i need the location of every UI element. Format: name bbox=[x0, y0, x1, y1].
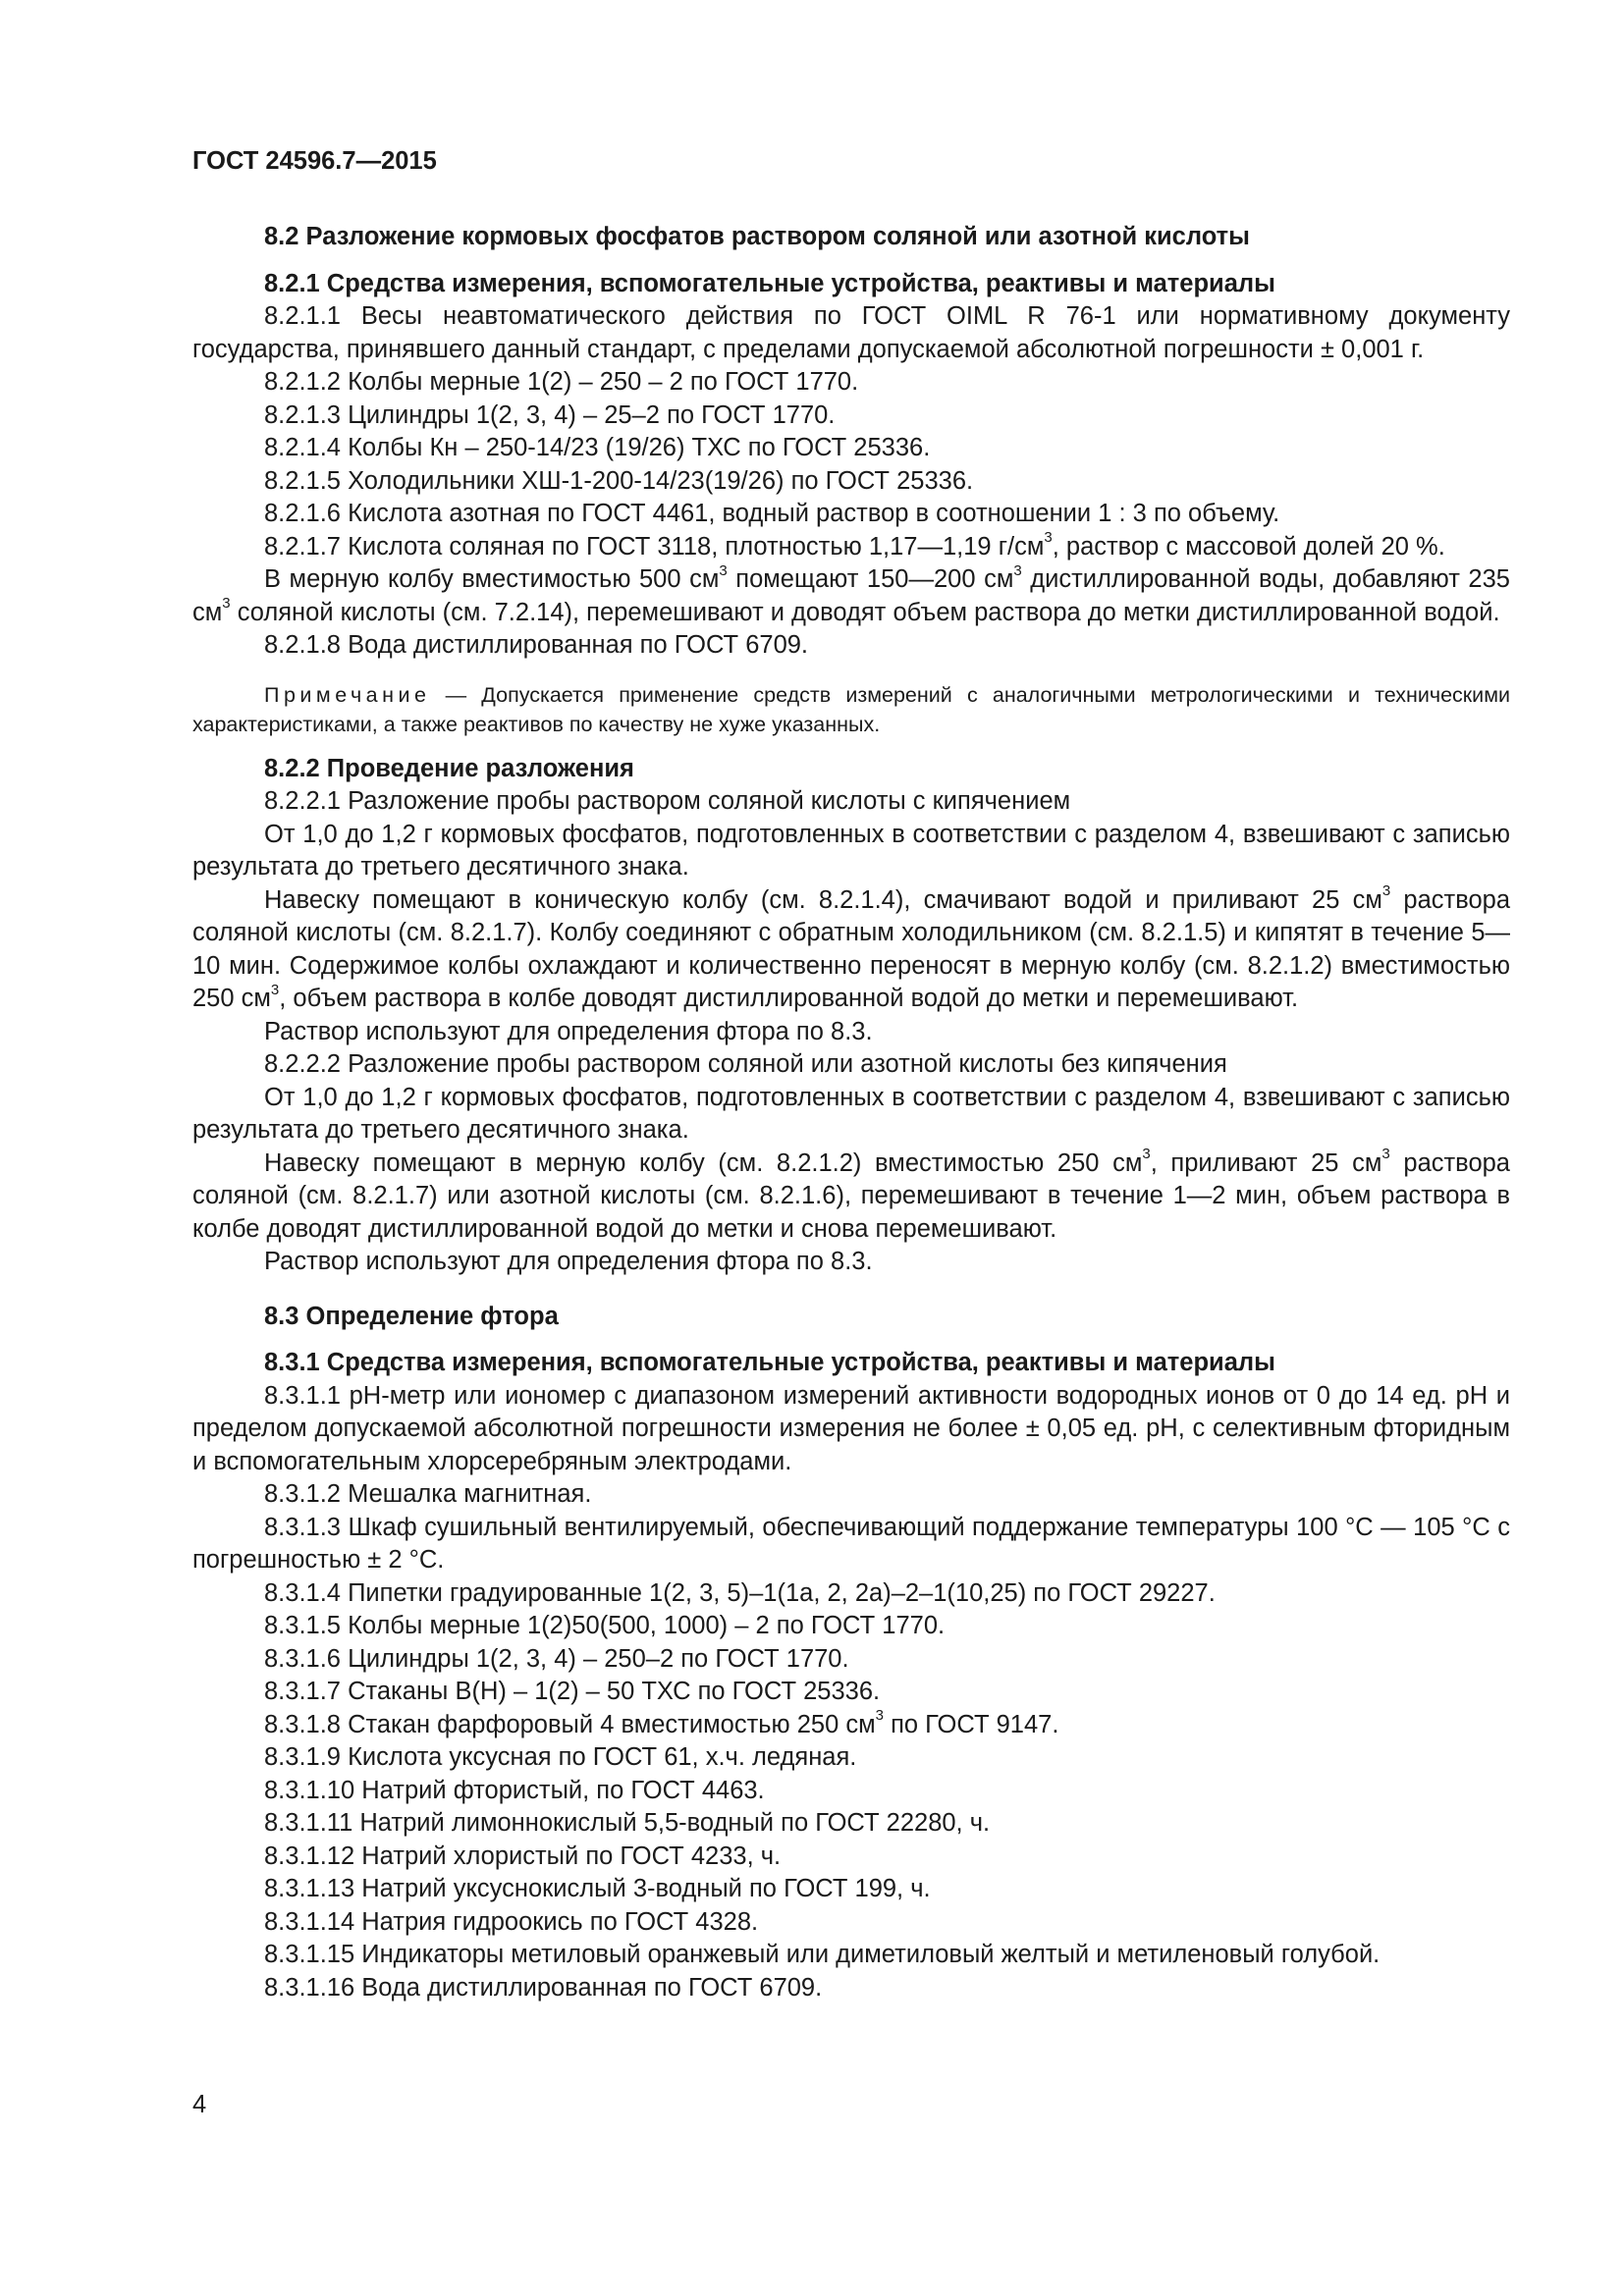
paragraph-weighing-1: От 1,0 до 1,2 г кормовых фосфатов, подготовленных в соответствии с разделом 4, взвешивают с записью результата до третьего десятичного знака. bbox=[192, 820, 1510, 881]
paragraph-8-3-1-8: 8.3.1.8 Стакан фарфоровый 4 вместимостью 250 $см^3$ по ГОСТ 9147. bbox=[264, 1707, 1059, 1738]
paragraph-8-2-1-7: 8.2.1.7 Кислота соляная по ГОСТ 3118, плотностью 1,17—1,19 $г/см^3$, раствор с массовой долей 20 %. bbox=[264, 529, 1445, 561]
paragraph-no-boiling-procedure: Навеску помещают в мерную колбу (см. 8.2.1.2) вместимостью 250 $см^3$, приливают 25 $см^3$ раствора соляной (см. 8.2.1.7) или азотной кислоты (см. 8.2.1.6), перемешивают в течение 1—2 мин, объем раствора в колбе доводят дистиллированной водой до метки и снова перемешивают. bbox=[192, 1146, 1510, 1243]
paragraph-8-3-1-9: 8.3.1.9 Кислота уксусная по ГОСТ 61, х.ч. ледяная. bbox=[264, 1743, 857, 1771]
paragraph-8-2-1-6: 8.2.1.6 Кислота азотная по ГОСТ 4461, водный раствор в соотношении 1 : 3 по объему. bbox=[264, 500, 1280, 527]
paragraph-8-2-1-5: 8.2.1.5 Холодильники ХШ-1-200-14/23(19/26) по ГОСТ 25336. bbox=[264, 466, 974, 495]
paragraph-8-2-2-2: 8.2.2.2 Разложение пробы раствором соляной или азотной кислоты без кипячения bbox=[264, 1050, 1227, 1078]
page-number: 4 bbox=[192, 2091, 207, 2118]
paragraph-8-3-1-2: 8.3.1.2 Мешалка магнитная. bbox=[264, 1480, 592, 1508]
paragraph-8-2-1-3: 8.2.1.3 Цилиндры 1(2, 3, 4) – 25–2 по ГОСТ 1770. bbox=[264, 400, 836, 429]
paragraph-weighing-2: От 1,0 до 1,2 г кормовых фосфатов, подготовленных в соответствии с разделом 4, взвешивают с записью результата до третьего десятичного знака. bbox=[192, 1083, 1510, 1144]
paragraph-boiling-procedure: Навеску помещают в коническую колбу (см. 8.2.1.4), смачивают водой и приливают 25 $см^3$ раствора соляной кислоты (см. 8.2.1.7). Колбу соединяют с обратным холодильником (см. 8.2.1.5) и кипятят в течение 5—10 мин. Содержимое колбы охлаждают и количественно переносят в мерную колбу (см. 8.2.1.2) вместимостью 250 $см^3$, объем раствора в колбе доводят дистиллированной водой до метки и перемешивают. bbox=[192, 882, 1510, 1012]
paragraph-8-3-1-11: 8.3.1.11 Натрий лимоннокислый 5,5-водный по ГОСТ 22280, ч. bbox=[264, 1809, 991, 1837]
note bbox=[192, 680, 1510, 739]
paragraph-8-3-1-6: 8.3.1.6 Цилиндры 1(2, 3, 4) – 250–2 по ГОСТ 1770. bbox=[264, 1644, 849, 1673]
page-header: ГОСТ 24596.7—2015 bbox=[192, 147, 437, 175]
paragraph-8-2-2-1: 8.2.2.1 Разложение пробы раствором соляной кислоты с кипячением bbox=[264, 787, 1071, 815]
section-8-3-heading: 8.3 Определение фтора bbox=[264, 1302, 559, 1330]
paragraph-solution-prep: В мерную колбу вместимостью 500 $см^3$ помещают 150—200 $см^3$ дистиллированной воды, добавляют 235 $см^3$ соляной кислоты (см. 7.2.14), перемешивают и доводят объем раствора до метки дистиллированной водой. bbox=[192, 561, 1510, 626]
paragraph-8-3-1-3: 8.3.1.3 Шкаф сушильный вентилируемый, обеспечивающий поддержание температуры 100 °С — 105 °С с погрешностью ± 2 °С. bbox=[192, 1513, 1510, 1574]
section-8-2-heading: 8.2 Разложение кормовых фосфатов раствором соляной или азотной кислоты bbox=[264, 223, 1250, 250]
paragraph-8-3-1-4: 8.3.1.4 Пипетки градуированные 1(2, 3, 5)–1(1а, 2, 2а)–2–1(10,25) по ГОСТ 29227. bbox=[264, 1578, 1216, 1607]
note-text: — Допускается применение средств измерений с аналогичными метрологическими и техническими характеристиками, а также реактивов по качеству не хуже указанных. bbox=[192, 682, 1510, 736]
note-label: Примечание bbox=[264, 682, 431, 707]
section-8-3-1-heading: 8.3.1 Средства измерения, вспомогательные устройства, реактивы и материалы bbox=[264, 1349, 1275, 1376]
paragraph-8-3-1-13: 8.3.1.13 Натрий уксуснокислый 3-водный по ГОСТ 199, ч. bbox=[264, 1875, 931, 1902]
paragraph-8-2-1-8: 8.2.1.8 Вода дистиллированная по ГОСТ 6709. bbox=[264, 631, 809, 659]
paragraph-8-3-1-16: 8.3.1.16 Вода дистиллированная по ГОСТ 6709. bbox=[264, 1973, 823, 2002]
document-body bbox=[192, 221, 1510, 2004]
paragraph-8-3-1-1: 8.3.1.1 pH-метр или иономер с диапазоном измерений активности водородных ионов от 0 до 14 ед. pH и пределом допускаемой абсолютной погрешности измерения не более ± 0,05 ед. pH, с селективным фторидным и вспомогательным хлорсеребряным электродами. bbox=[192, 1381, 1510, 1475]
paragraph-solution-use-2: Раствор используют для определения фтора по 8.3. bbox=[264, 1248, 873, 1275]
paragraph-8-3-1-15: 8.3.1.15 Индикаторы метиловый оранжевый или диметиловый желтый и метиленовый голубой. bbox=[264, 1941, 1380, 1968]
paragraph-solution-use-1: Раствор используют для определения фтора по 8.3. bbox=[264, 1017, 873, 1045]
section-8-2-1-heading: 8.2.1 Средства измерения, вспомогательные устройства, реактивы и материалы bbox=[264, 269, 1275, 297]
paragraph-8-3-1-14: 8.3.1.14 Натрия гидроокись по ГОСТ 4328. bbox=[264, 1907, 759, 1936]
paragraph-8-2-1-4: 8.2.1.4 Колбы Кн – 250-14/23 (19/26) ТХС по ГОСТ 25336. bbox=[264, 434, 931, 461]
paragraph-8-3-1-12: 8.3.1.12 Натрий хлористый по ГОСТ 4233, ч. bbox=[264, 1842, 782, 1870]
paragraph-8-3-1-5: 8.3.1.5 Колбы мерные 1(2)50(500, 1000) – 2 по ГОСТ 1770. bbox=[264, 1612, 946, 1639]
paragraph-8-2-1-2: 8.2.1.2 Колбы мерные 1(2) – 250 – 2 по ГОСТ 1770. bbox=[264, 368, 859, 396]
paragraph-8-3-1-10: 8.3.1.10 Натрий фтористый, по ГОСТ 4463. bbox=[264, 1776, 765, 1804]
paragraph-8-3-1-7: 8.3.1.7 Стаканы В(Н) – 1(2) – 50 ТХС по ГОСТ 25336. bbox=[264, 1678, 881, 1705]
section-8-2-2-heading: 8.2.2 Проведение разложения bbox=[264, 754, 634, 782]
paragraph-8-2-1-1: 8.2.1.1 Весы неавтоматического действия по ГОСТ OIML R 76-1 или нормативному документу государства, принявшего данный стандарт, с пределами допускаемой абсолютной погрешности ± 0,001 г. bbox=[192, 302, 1510, 363]
